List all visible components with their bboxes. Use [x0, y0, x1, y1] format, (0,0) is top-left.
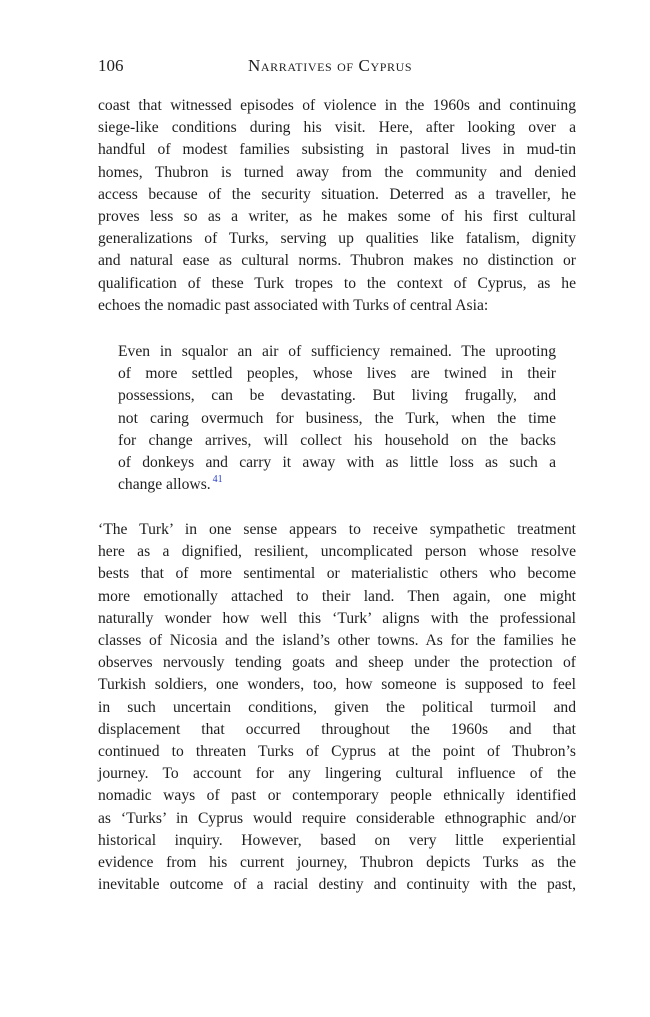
footnote-reference-link[interactable]: 41	[212, 474, 223, 486]
text-line: in such uncertain conditions, given the political turmoil and	[98, 698, 576, 716]
text-line: more emotionally attached to their land. Then again, one might	[98, 587, 576, 605]
text-line: qualification of these Turk tropes to the context of Cyprus, as he	[98, 274, 576, 292]
text-line: displacement that occurred throughout the 1960s and that	[98, 720, 576, 738]
text-line: continued to threaten Turks of Cyprus at the point of Thubron’s	[98, 743, 576, 761]
text-line: journey. To account for any lingering cultural influence of the	[98, 765, 576, 783]
text-line: inevitable outcome of a racial destiny and continuity with the past,	[98, 876, 576, 894]
text-line: homes, Thubron is turned away from the community and denied	[98, 163, 576, 181]
running-head-title: Narratives of Cyprus	[248, 56, 413, 75]
text-line: access because of the security situation. Deterred as a traveller, he	[98, 185, 576, 203]
text-line: classes of Nicosia and the island’s other towns. As for the families he	[98, 632, 576, 650]
page-number: 106	[98, 56, 124, 75]
text-line: here as a dignified, resilient, uncomplicated person whose resolve	[98, 543, 576, 561]
text-line: as ‘Turks’ in Cyprus would require considerable ethnographic and/or	[98, 809, 576, 827]
text-line: observes nervously tending goats and sheep under the protection of	[98, 654, 576, 672]
text-line: proves less so as a writer, as he makes some of his first cultural	[98, 208, 576, 226]
text-line: echoes the nomadic past associated with Turks of central Asia:	[98, 296, 489, 314]
text-line: and natural ease as cultural norms. Thubron makes no distinction or	[98, 252, 576, 270]
text-line: bests that of more sentimental or materialistic others who become	[98, 565, 576, 583]
quote-line: Even in squalor an air of sufficiency remained. The uprooting	[118, 343, 556, 360]
text-line: generalizations of Turks, serving up qualities like fatalism, dignity	[98, 230, 576, 248]
text-line: coast that witnessed episodes of violence in the 1960s and continuing	[98, 97, 576, 114]
quote-line: of donkeys and carry it away with as little loss as such a	[118, 454, 556, 472]
quote-line-text: change allows.	[118, 476, 211, 494]
paragraph-1	[98, 95, 576, 317]
text-line: siege-like conditions during his visit. Here, after looking over a	[98, 119, 576, 137]
text-line: naturally wonder how well this ‘Turk’ aligns with the professional	[98, 609, 576, 627]
text-line: nomadic ways of past or contemporary people ethnically identified	[98, 787, 576, 805]
block-quote	[118, 341, 556, 496]
text-line: ‘The Turk’ in one sense appears to receive sympathetic treatment	[98, 521, 576, 538]
text-line: handful of modest families subsisting in pastoral lives in mud-tin	[98, 141, 576, 159]
quote-line: of more settled peoples, whose lives are twined in their	[118, 365, 556, 383]
quote-line: not caring overmuch for business, the Turk, when the time	[118, 409, 556, 427]
paragraph-2	[98, 519, 576, 896]
quote-line	[118, 474, 556, 496]
text-line: Turkish soldiers, one wonders, too, how someone is supposed to feel	[98, 676, 576, 694]
text-line: evidence from his current journey, Thubron depicts Turks as the	[98, 854, 576, 872]
text-line: historical inquiry. However, based on very little experiential	[98, 831, 576, 849]
quote-line: possessions, can be devastating. But living frugally, and	[118, 387, 556, 405]
quote-line: for change arrives, will collect his household on the backs	[118, 431, 556, 449]
